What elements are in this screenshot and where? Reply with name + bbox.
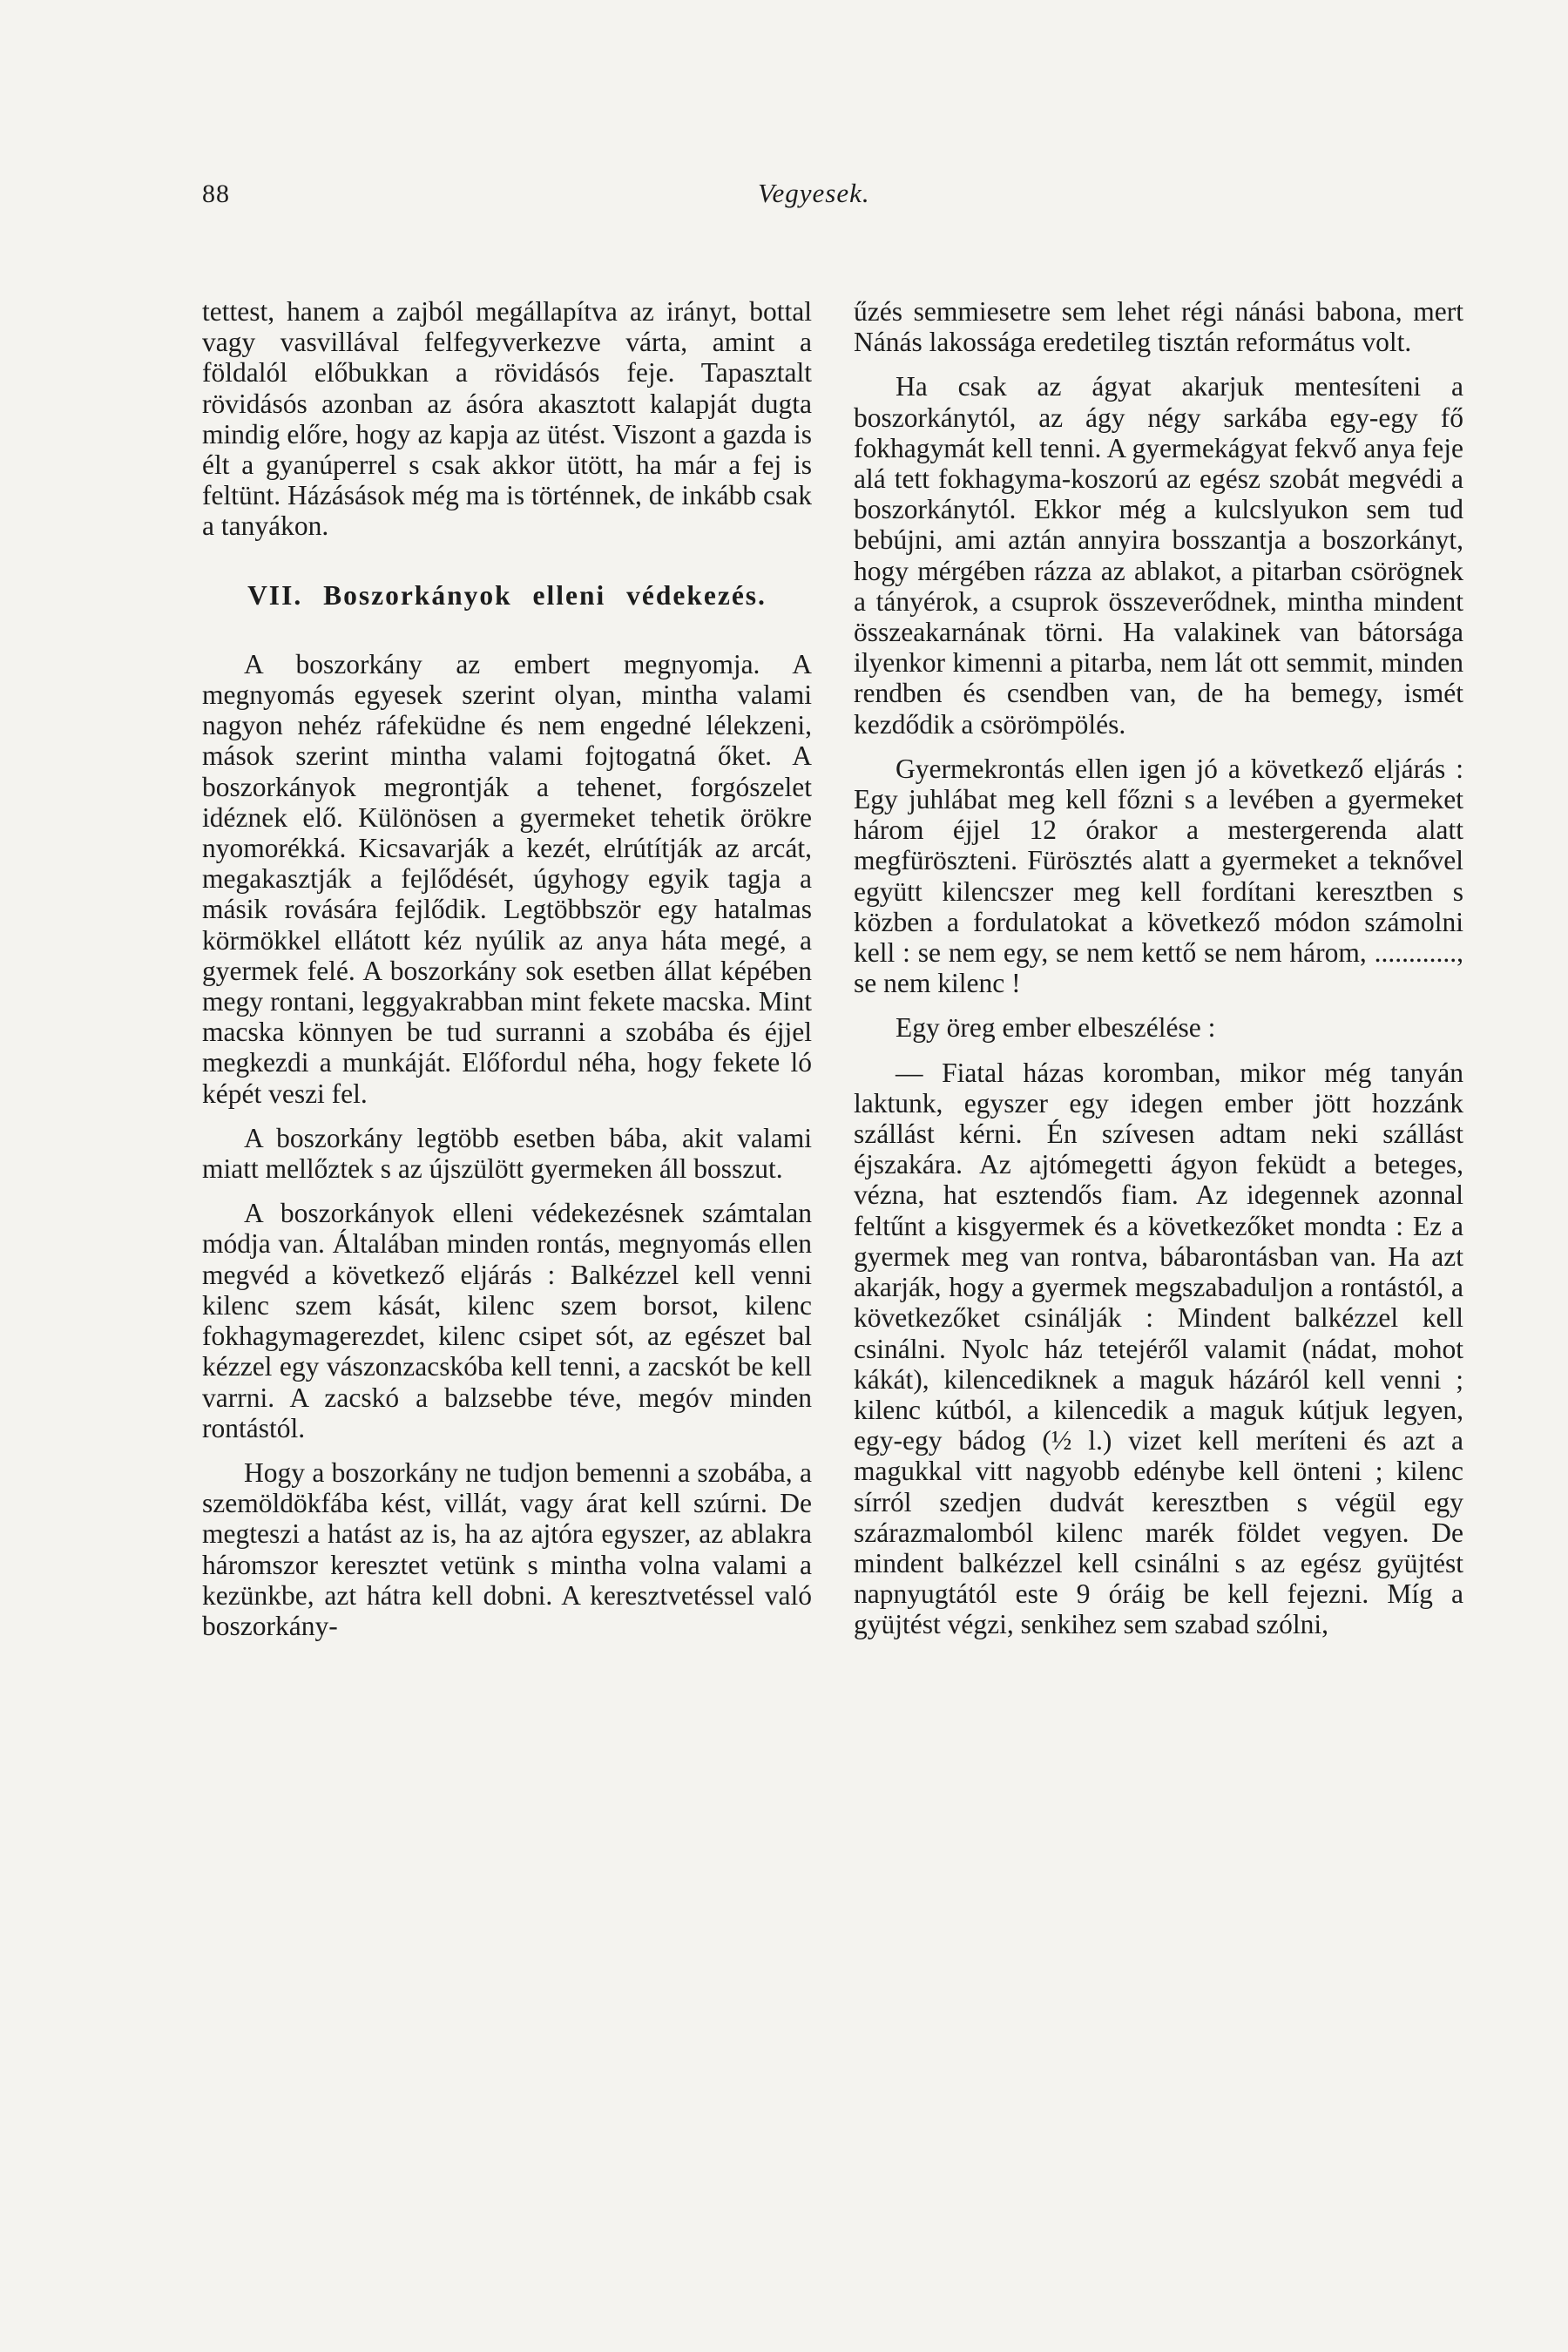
- left-paragraph-3: A boszorkány legtöbb esetben bába, akit valami miatt mellőztek s az újszülött gyermeken áll bosszut.: [202, 1122, 812, 1185]
- left-paragraph-5: Hogy a boszorkány ne tudjon bemenni a szobába, a szemöldökfába kést, villát, vagy árat kell szúrni. De megteszi a hatást az is, ha az ajtóra egyszer, az ablakra háromszor keresztet vetünk s mintha volna valami a kezünkbe, azt hátra kell dobni. A keresztvetéssel való boszorkány-: [202, 1456, 812, 1641]
- page-number: 88: [202, 179, 230, 208]
- right-paragraph-4: Egy öreg ember elbeszélése :: [896, 1012, 1216, 1044]
- right-paragraph-3: Gyermekrontás ellen igen jó a következő eljárás : Egy juhlábat meg kell főzni s a levében a gyermeket három éjjel 12 órakor a mestergerenda alatt megfüröszteni. Fürösztés alatt a gyermeket a teknővel együtt kilencszer meg kell fordítani keresztben s közben a fordulatokat a következő módon számolni kell : se nem egy, se nem kettő se nem három, ............, se nem kilenc !: [854, 753, 1463, 999]
- left-column: [202, 296, 812, 1655]
- right-paragraph-1: űzés semmiesetre sem lehet régi nánási babona, mert Nánás lakossága eredetileg tisztán református volt.: [854, 296, 1463, 358]
- right-paragraph-5: — Fiatal házas koromban, mikor még tanyán laktunk, egyszer egy idegen ember jött hozzánk szállást kérni. Én szívesen adtam neki szállást éjszakára. Az ajtómegetti ágyon feküdt a beteges, vézna, hat esztendős fiam. Az idegennek azonnal feltűnt a kisgyermek és a következőket mondta : Ez a gyermek meg van rontva, bábarontásban van. Ha azt akarják, hogy a gyermek megszabaduljon a rontástól, a következőket csinálják : Mindent balkézzel kell csinálni. Nyolc ház tetejéről valamit (nádat, mohot kákát), kilencediknek a maguk házáról kell venni ; kilenc kútból, a kilencedik a maguk kútjuk legyen, egy-egy bádog (½ l.) vizet kell meríteni és azt a magukkal vitt nagyobb edénybe kell önteni ; kilenc sírról szedjen dudvát keresztben s végül egy szárazmalomból kilenc marék földet vegyen. De mindent balkézzel kell csinálni s az egész gyüjtést napnyugtától este 9 óráig be kell fejezni. Míg a gyüjtést végzi, senkihez sem szabad szólni,: [854, 1057, 1463, 1640]
- right-column: [854, 296, 1463, 1654]
- running-title: Vegyesek.: [758, 178, 870, 208]
- left-paragraph-2: A boszorkány az embert megnyomja. A megnyomás egyesek szerint olyan, mintha valami nagyon nehéz ráfeküdne és nem engedné lélekzeni, mások szerint mintha valami fojtogatná őket. A boszorkányok megrontják a tehenet, forgószelet idéznek elő. Különösen a gyermeket tehetik örökre nyomorékká. Kicsavarják a kezét, elrútítják az arcát, megakasztják a fejlődését, úgyhogy egyik tagja a másik rovására fejlődik. Legtöbbször egy hatalmas körmökkel ellátott kéz nyúlik az anya háta megé, a gyermek felé. A boszorkány sok esetben állat képében megy rontani, leggyakrabban mint fekete macska. Mint macska könnyen be tud surranni a szobába és éjjel megkezdi a munkáját. Előfordul néha, hogy fekete ló képét veszi fel.: [202, 648, 812, 1109]
- left-paragraph-1: tettest, hanem a zajból megállapítva az irányt, bottal vagy vasvillával felfegyverkezve várta, amint a földalól előbukkan a rövidásós feje. Tapasztalt rövidásós azonban az ásóra akasztott kalapját dugta mindig előre, hogy az kapja az ütést. Viszont a gazda is élt a gyanúperrel s csak akkor ütött, ha már a fej is feltünt. Házásások még ma is történnek, de inkább csak a tanyákon.: [202, 296, 812, 542]
- left-paragraph-4: A boszorkányok elleni védekezésnek számtalan módja van. Általában minden rontás, megnyomás ellen megvéd a következő eljárás : Balkézzel kell venni kilenc szem kását, kilenc szem borsot, kilenc fokhagymagerezdet, kilenc csipet sót, az egészet bal kézzel egy vászonzacskóba kell tenni, a zacskót be kell varrni. A zacskó a balzsebbe téve, megóv minden rontástól.: [202, 1198, 812, 1443]
- right-paragraph-2: Ha csak az ágyat akarjuk mentesíteni a boszorkánytól, az ágy négy sarkába egy-egy fő fokhagymát kell tenni. A gyermekágyat fekvő anya feje alá tett fokhagyma-koszorú az egész szobát megvédi a boszorkánytól. Ekkor még a kulcslyukon sem tud bebújni, ami aztán annyira bosszantja a boszorkányt, hogy mérgében rázza az ablakot, a pitarban csörögnek a tányérok, a csuprok összeverődnek, mintha mindent összeakarnának törni. Ha valakinek van bátorsága ilyenkor kimenni a pitarba, nem lát ott semmit, minden rendben és csendben van, de ha bemegy, ismét kezdődik a csörömpölés.: [854, 371, 1463, 740]
- section-heading: VII. Boszorkányok elleni védekezés.: [247, 579, 767, 611]
